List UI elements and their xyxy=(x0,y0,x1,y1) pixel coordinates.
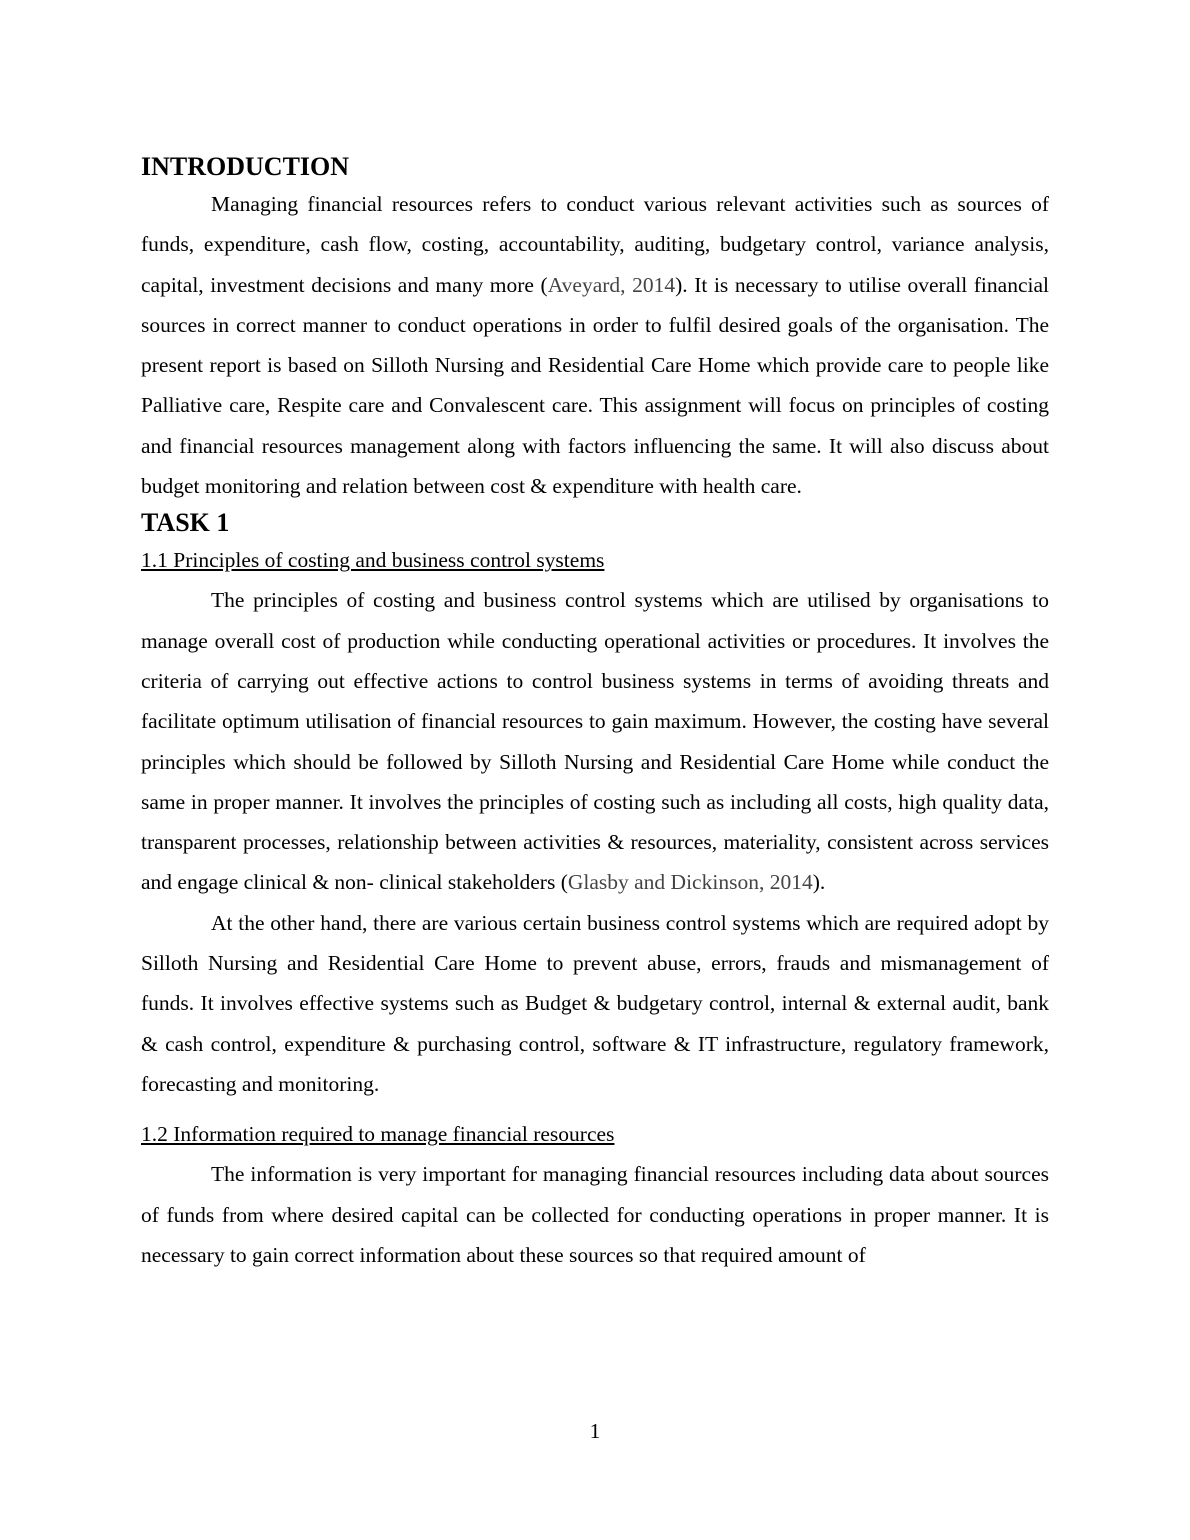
introduction-text-end: ). It is necessary to utilise overall financial sources in correct manner to conduct operations in order to fulfil desired goals of the organisation. The present report is based on Silloth Nursing and Residential Care Home which provide care to people like Palliative care, Respite care and Convalescent care. This assignment will focus on principles of costing and financial resources management along with factors influencing the same. It will also discuss about budget monitoring and relation between cost & expenditure with health care. xyxy=(141,272,1049,499)
section-1-2-paragraph-1: The information is very important for managing financial resources including data about sources of funds from where desired capital can be collected for conducting operations in proper manner. It is necessary to gain correct information about these sources so that required amount of xyxy=(141,1162,1049,1267)
page-content xyxy=(141,150,1049,1275)
section-1-1-paragraph-1 xyxy=(141,580,1049,902)
introduction-paragraph xyxy=(141,184,1049,506)
introduction-text-start: Managing financial resources refers to conduct various relevant activities such as sources of funds, expenditure, cash flow, costing, accountability, auditing, budgetary control, variance analysis, capital, investment decisions and many more ( xyxy=(141,192,1049,297)
section-1-1-text-start: The principles of costing and business control systems which are utilised by organisations to manage overall cost of production while conducting operational activities or procedures. It involves the criteria of carrying out effective actions to control business systems in terms of avoiding threats and facilitate optimum utilisation of financial resources to gain maximum. However, the costing have several principles which should be followed by Silloth Nursing and Residential Care Home while conduct the same in proper manner. It involves the principles of costing such as including all costs, high quality data, transparent processes, relationship between activities & resources, materiality, consistent across services and engage clinical & non- clinical stakeholders ( xyxy=(141,588,1049,895)
page-number: 1 xyxy=(589,1419,601,1443)
introduction-heading: INTRODUCTION xyxy=(141,152,350,181)
citation-aveyard: Aveyard, 2014 xyxy=(547,272,676,297)
section-1-1-paragraph-2: At the other hand, there are various certain business control systems which are required adopt by Silloth Nursing and Residential Care Home to prevent abuse, errors, frauds and mismanagement of funds. It involves effective systems such as Budget & budgetary control, internal & external audit, bank & cash control, expenditure & purchasing control, software & IT infrastructure, regulatory framework, forecasting and monitoring. xyxy=(141,910,1049,1096)
section-1-2-title: 1.2 Information required to manage financial resources xyxy=(141,1122,615,1147)
citation-glasby-dickinson: Glasby and Dickinson, 2014 xyxy=(567,870,813,895)
section-1-1-title: 1.1 Principles of costing and business control systems xyxy=(141,548,605,573)
section-1-1-text-end: ). xyxy=(812,870,826,895)
task-1-heading: TASK 1 xyxy=(141,508,230,538)
